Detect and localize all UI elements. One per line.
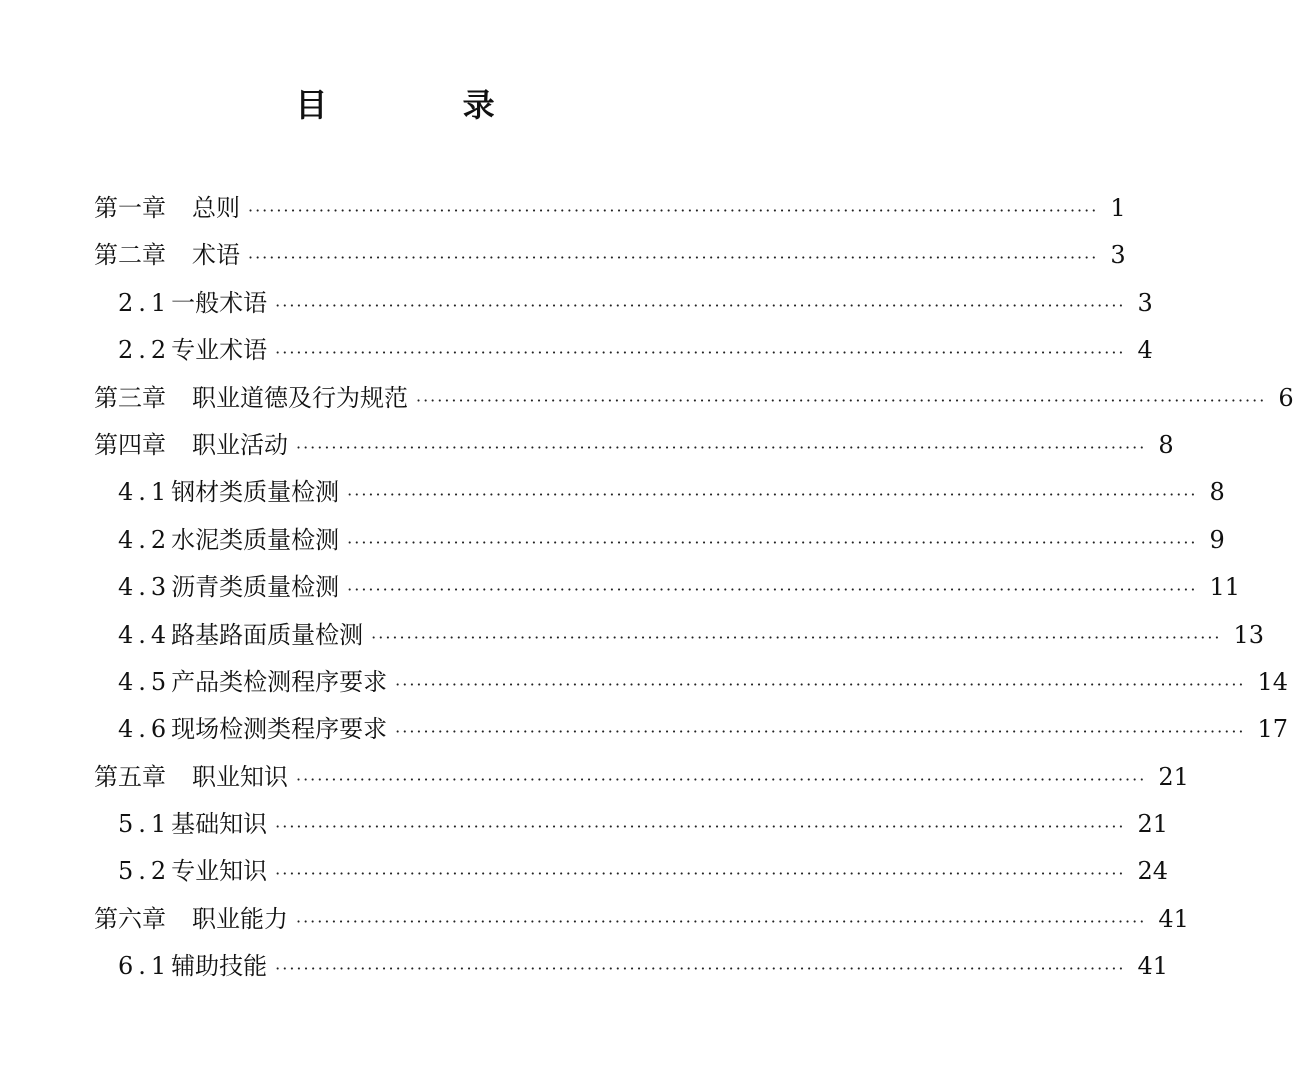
- dot-leader: ························································································································: [347, 485, 1198, 505]
- toc-entry-page-number: 6: [1278, 383, 1294, 412]
- toc-entry[interactable]: [94, 564, 1241, 611]
- dot-leader: ························································································································: [347, 580, 1198, 600]
- toc-entry[interactable]: [94, 327, 1153, 374]
- dot-leader: ························································································································: [275, 959, 1126, 979]
- toc-entry[interactable]: [94, 612, 1265, 659]
- toc-entry-page-number: 17: [1257, 715, 1289, 744]
- toc-entry[interactable]: [94, 659, 1289, 706]
- page-title: 目 录: [295, 86, 557, 124]
- dot-leader: ························································································································: [395, 674, 1246, 694]
- toc-entry[interactable]: [94, 422, 1174, 469]
- toc-entry[interactable]: [94, 801, 1169, 848]
- toc-entry-page-number: 8: [1209, 478, 1225, 507]
- toc-entry-number: 第四章: [94, 430, 166, 459]
- toc-entry-label: 钢材类质量检测: [171, 478, 340, 507]
- dot-leader: ························································································································: [296, 769, 1147, 789]
- toc-entry-number: 5.2: [118, 857, 172, 886]
- toc-entry[interactable]: [94, 517, 1225, 564]
- toc-entry-page-number: 41: [1137, 952, 1169, 981]
- toc-entry-label: 职业活动: [192, 430, 288, 459]
- toc-entry-label: 专业术语: [171, 336, 268, 365]
- dot-leader: ························································································································: [248, 248, 1099, 268]
- toc-entry[interactable]: [94, 375, 1294, 422]
- toc-entry-label: 沥青类质量检测: [171, 573, 340, 602]
- toc-entry-page-number: 13: [1233, 620, 1265, 649]
- dot-leader: ························································································································: [248, 201, 1099, 220]
- toc-entry-page-number: 14: [1257, 667, 1289, 696]
- toc-entry-label: 职业能力: [192, 904, 288, 933]
- toc-entry-label: 术语: [192, 241, 240, 270]
- toc-entry-label: 水泥类质量检测: [171, 525, 340, 554]
- toc-entry-number: 4.3: [118, 573, 172, 602]
- toc-entry-number: 4.1: [118, 478, 172, 507]
- dot-leader: ························································································································: [296, 437, 1147, 457]
- toc-entry-page-number: 21: [1137, 810, 1169, 839]
- dot-leader: ························································································································: [275, 864, 1126, 884]
- toc-entry[interactable]: [94, 754, 1189, 801]
- toc-entry-number: 第五章: [94, 762, 166, 791]
- toc-entry[interactable]: [94, 185, 1126, 232]
- toc-entry-page-number: 1: [1110, 194, 1126, 222]
- toc-entry-label: 总则: [192, 194, 240, 222]
- toc-entry-page-number: 8: [1158, 430, 1174, 459]
- toc-entry[interactable]: [94, 232, 1126, 279]
- toc-entry-page-number: 3: [1110, 241, 1126, 270]
- toc-entry-label: 辅助技能: [171, 952, 268, 981]
- toc-entry[interactable]: [94, 943, 1169, 990]
- toc-entry-page-number: 11: [1209, 573, 1241, 602]
- toc-entry[interactable]: [94, 280, 1153, 327]
- toc-entry-label: 一般术语: [171, 288, 268, 317]
- dot-leader: ························································································································: [416, 390, 1267, 410]
- toc-entry-number: 2.2: [118, 336, 172, 365]
- toc-entry-page-number: 41: [1158, 904, 1189, 933]
- toc-entry-number: 第一章: [94, 194, 166, 222]
- toc-entry-number: 5.1: [118, 810, 172, 839]
- toc-entry-page-number: 4: [1137, 336, 1153, 365]
- toc-entry-page-number: 24: [1137, 857, 1169, 886]
- toc-entry-label: 职业知识: [192, 762, 288, 791]
- toc-entry-number: 第二章: [94, 241, 166, 270]
- toc-entry-number: 4.2: [118, 525, 172, 554]
- toc-entry[interactable]: [94, 706, 1289, 753]
- table-of-contents: [94, 185, 1294, 991]
- toc-entry[interactable]: [94, 896, 1189, 943]
- toc-entry-label: 现场检测类程序要求: [171, 715, 388, 744]
- dot-leader: ························································································································: [371, 627, 1222, 647]
- dot-leader: ························································································································: [275, 817, 1126, 837]
- toc-entry-number: 第三章: [94, 383, 166, 412]
- dot-leader: ························································································································: [395, 722, 1246, 742]
- dot-leader: ························································································································: [347, 532, 1198, 552]
- dot-leader: ························································································································: [275, 295, 1126, 315]
- toc-entry-label: 路基路面质量检测: [171, 620, 364, 649]
- dot-leader: ························································································································: [275, 343, 1126, 363]
- toc-entry-number: 6.1: [118, 952, 172, 981]
- toc-entry-label: 专业知识: [171, 857, 268, 886]
- toc-entry-label: 基础知识: [171, 810, 268, 839]
- toc-entry-page-number: 3: [1137, 288, 1153, 317]
- toc-entry[interactable]: [94, 848, 1169, 895]
- dot-leader: ························································································································: [296, 911, 1147, 931]
- toc-entry-page-number: 9: [1209, 525, 1225, 554]
- toc-entry-number: 4.5: [118, 667, 172, 696]
- toc-entry-label: 职业道德及行为规范: [192, 383, 408, 412]
- toc-entry-number: 2.1: [118, 288, 172, 317]
- toc-entry-page-number: 21: [1158, 762, 1189, 791]
- toc-entry-label: 产品类检测程序要求: [171, 667, 388, 696]
- toc-entry[interactable]: [94, 469, 1225, 516]
- toc-entry-number: 第六章: [94, 904, 166, 933]
- toc-entry-number: 4.6: [118, 715, 172, 744]
- toc-entry-number: 4.4: [118, 620, 172, 649]
